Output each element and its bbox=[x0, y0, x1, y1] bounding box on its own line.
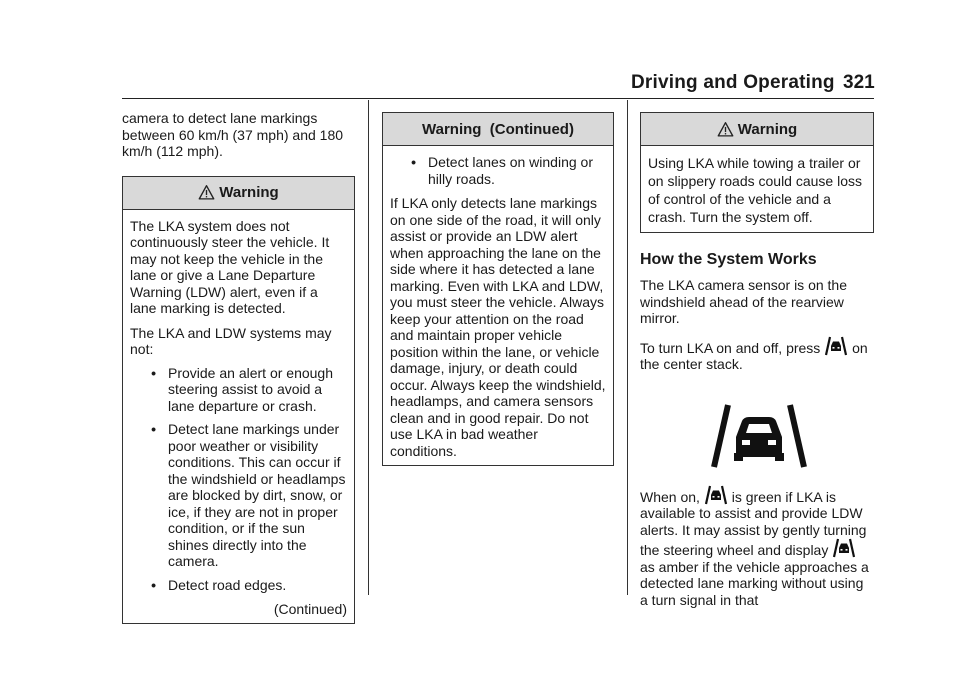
warning-header bbox=[641, 113, 873, 146]
warning-header bbox=[383, 113, 613, 146]
list-item: • Detect road edges. bbox=[151, 576, 287, 593]
header-divider bbox=[122, 98, 874, 99]
warning-paragraph: The LKA and LDW systems may not: bbox=[130, 324, 332, 357]
column-3 bbox=[640, 100, 874, 608]
warning-title: Warning bbox=[737, 120, 798, 138]
list-item: • Detect lane markings under poor weather or visibility conditions. This can occur if the windshield or headlamps are blocked by dirt, snow, or ice, if they are not in proper condition, or if the sun shines directly into the camera. bbox=[151, 421, 346, 569]
lane-keep-assist-icon bbox=[706, 403, 812, 469]
section-heading: How the System Works bbox=[640, 251, 817, 268]
intro-text: camera to detect lane markings between 60 km/h (37 mph) and 180 km/h (112 mph). bbox=[122, 110, 344, 159]
body-paragraph: When on, is green if LKA is available to assist and provide LDW alerts. It may assist by gently turning the steering wheel and display as amber if the vehicle approaches a detected lane marking without using a turn signal in that bbox=[640, 485, 874, 609]
column-divider-1 bbox=[368, 100, 369, 595]
column-1 bbox=[122, 100, 355, 624]
warning-header bbox=[123, 177, 354, 210]
column-divider-2 bbox=[627, 100, 628, 595]
continued-label: (Continued) bbox=[273, 601, 347, 617]
warning-body bbox=[641, 146, 873, 232]
page-number: 321 bbox=[843, 72, 875, 93]
warning-paragraph: The LKA system does not continuously steer the vehicle. It may not keep the vehicle in the lane or give a Lane Departure Warning (LDW) alert, even if a lane marking is detected. bbox=[130, 217, 330, 316]
lane-keep-assist-icon bbox=[704, 485, 728, 505]
warning-box bbox=[640, 112, 874, 233]
column-2 bbox=[382, 100, 614, 466]
warning-triangle-icon bbox=[717, 121, 734, 138]
lane-keep-assist-icon bbox=[824, 336, 848, 356]
section-title: Driving and Operating bbox=[631, 72, 835, 93]
warning-paragraph: If LKA only detects lane markings on one side of the road, it will only assist or provide an LDW alert when approaching the lane on the side where it has detected a lane marking. Even with LKA and LDW, you must steer the vehicle. Always keep your attention on the road and maintain proper vehicle position within the lane, or vehicle damage, injury, or death could occur. Always keep the windshield, headlamps, and camera sensors clean and in good repair. Do not use LKA in bad weather conditions. bbox=[390, 195, 606, 459]
warning-triangle-icon bbox=[198, 184, 215, 201]
warning-box-continued bbox=[382, 112, 614, 466]
warning-title: Warning bbox=[219, 184, 279, 201]
list-item: • Detect lanes on winding or hilly roads. bbox=[411, 154, 593, 187]
body-paragraph: The LKA camera sensor is on the windshield ahead of the rearview mirror. bbox=[640, 277, 847, 326]
warning-body bbox=[123, 210, 354, 624]
warning-title: Warning (Continued) bbox=[422, 120, 574, 138]
list-item: • Provide an alert or enough steering assist to avoid a lane departure or crash. bbox=[151, 364, 333, 414]
warning-box bbox=[122, 176, 355, 625]
lane-keep-assist-icon bbox=[832, 538, 856, 558]
warning-paragraph: Using LKA while towing a trailer or on slippery roads could cause loss of control of the vehicle and a crash. Turn the system off. bbox=[648, 155, 863, 225]
body-paragraph: To turn LKA on and off, press on the center stack. bbox=[640, 336, 874, 373]
warning-body bbox=[383, 146, 613, 465]
